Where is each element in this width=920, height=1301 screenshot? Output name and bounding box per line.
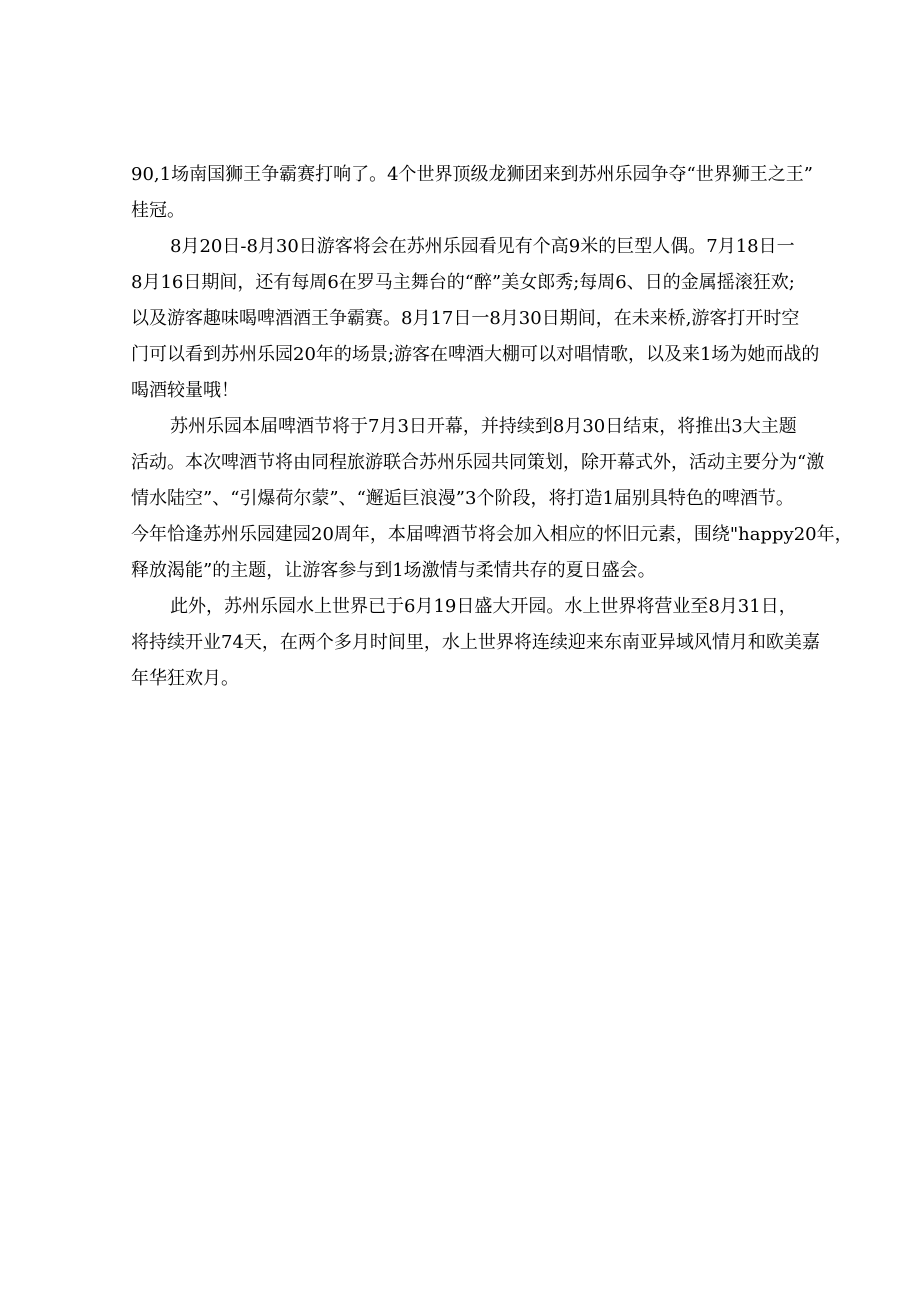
text-line: 喝酒较量哦！	[131, 380, 239, 401]
paragraph-4	[131, 592, 820, 694]
text-line: 苏州乐园本届啤酒节将于7月3日开幕，并持续到8月30日结束，将推出3大主题	[170, 416, 797, 437]
text-line: 90,1场南国狮王争霸赛打响了。4个世界顶级龙狮团来到苏州乐园争夺“世界狮王之王”	[131, 164, 813, 185]
text-line: 年华狂欢月。	[131, 668, 239, 689]
text-line: 8月16日期间，还有每周6在罗马主舞台的“醉”美女郎秀;每周6、日的金属摇滚狂欢;	[131, 272, 795, 293]
text-line: 将持续开业74天，在两个多月时间里，水上世界将连续迎来东南亚异域风情月和欧美嘉	[131, 632, 820, 653]
text-line: 桂冠。	[131, 200, 185, 221]
text-line: 门可以看到苏州乐园20年的场景;游客在啤酒大棚可以对唱情歌，以及来1场为她而战的	[131, 344, 820, 365]
text-line: 释放渴能”的主题，让游客参与到1场激情与柔情共存的夏日盛会。	[131, 560, 656, 581]
text-line: 8月20日-8月30日游客将会在苏州乐园看见有个高9米的巨型人偶。7月18日一	[170, 236, 795, 257]
paragraph-3	[131, 412, 853, 586]
text-line: 活动。本次啤酒节将由同程旅游联合苏州乐园共同策划，除开幕式外，活动主要分为“激	[131, 452, 825, 473]
document-body	[131, 160, 853, 700]
paragraph-2	[131, 232, 820, 406]
text-line: 以及游客趣味喝啤酒酒王争霸赛。8月17日一8月30日期间，在未来桥,游客打开时空	[131, 308, 800, 329]
paragraph-1	[131, 160, 813, 226]
text-line: 此外，苏州乐园水上世界已于6月19日盛大开园。水上世界将营业至8月31日，	[170, 596, 797, 617]
text-line: 情水陆空”、“引爆荷尔蒙”、“邂逅巨浪漫”3个阶段，将打造1届别具特色的啤酒节。	[131, 488, 794, 509]
text-line: 今年恰逢苏州乐园建园20周年，本届啤酒节将会加入相应的怀旧元素，围绕"happy20年，	[131, 524, 853, 545]
